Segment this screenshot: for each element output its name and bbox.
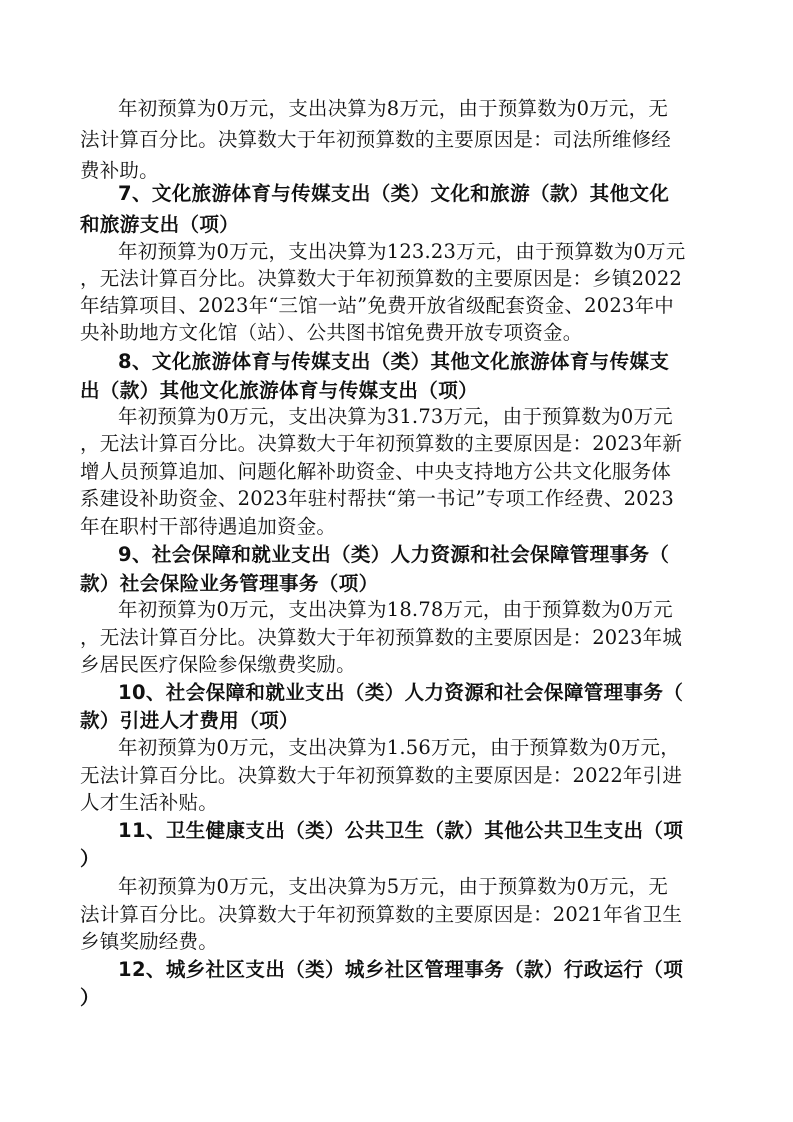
body-line: 无法计算百分比。决算数大于年初预算数的主要原因是：2022年引进 bbox=[80, 764, 683, 787]
section-heading: 9、社会保障和就业支出（类）人力资源和社会保障管理事务（ bbox=[118, 543, 670, 566]
body-line: 法计算百分比。决算数大于年初预算数的主要原因是：2021年省卫生 bbox=[80, 903, 683, 926]
body-line: 年初预算为0万元，支出决算为123.23万元，由于预算数为0万元 bbox=[118, 240, 686, 263]
body-line: 年初预算为0万元，支出决算为31.73万元，由于预算数为0万元 bbox=[118, 405, 673, 428]
section-heading: 10、社会保障和就业支出（类）人力资源和社会保障管理事务（ bbox=[118, 681, 684, 704]
body-line: 人才生活补贴。 bbox=[80, 791, 218, 814]
body-line: 央补助地方文化馆（站）、公共图书馆免费开放专项资金。 bbox=[80, 321, 583, 344]
section-heading: 和旅游支出（项） bbox=[80, 213, 240, 236]
section-heading: 12、城乡社区支出（类）城乡社区管理事务（款）行政运行（项 bbox=[118, 958, 684, 981]
body-line: 年结算项目、2023年“三馆一站”免费开放省级配套资金、2023年中 bbox=[80, 294, 674, 317]
section-heading: 7、文化旅游体育与传媒支出（类）文化和旅游（款）其他文化 bbox=[118, 182, 670, 205]
body-line: 乡镇奖励经费。 bbox=[80, 930, 218, 953]
body-line: 费补助。 bbox=[80, 159, 159, 182]
section-heading: ） bbox=[80, 847, 100, 870]
body-line: ，无法计算百分比。决算数大于年初预算数的主要原因是：乡镇2022 bbox=[80, 267, 683, 290]
body-line: 法计算百分比。决算数大于年初预算数的主要原因是：司法所维修经 bbox=[80, 128, 672, 151]
body-line: 年初预算为0万元，支出决算为5万元，由于预算数为0万元，无 bbox=[118, 875, 669, 898]
body-line: 年初预算为0万元，支出决算为8万元，由于预算数为0万元，无 bbox=[118, 97, 669, 120]
body-line: 系建设补助资金、2023年驻村帮扶“第一书记”专项工作经费、2023 bbox=[80, 487, 674, 510]
body-line: ，无法计算百分比。决算数大于年初预算数的主要原因是：2023年城 bbox=[80, 626, 683, 649]
body-line: 乡居民医疗保险参保缴费奖励。 bbox=[80, 653, 356, 676]
section-heading: ） bbox=[80, 986, 100, 1009]
section-heading: 出（款）其他文化旅游体育与传媒支出（项） bbox=[80, 379, 479, 402]
section-heading: 款）社会保险业务管理事务（项） bbox=[80, 572, 379, 595]
body-line: 年初预算为0万元，支出决算为1.56万元，由于预算数为0万元， bbox=[118, 736, 680, 759]
section-heading: 款）引进人才费用（项） bbox=[80, 709, 299, 732]
section-heading: 8、文化旅游体育与传媒支出（类）其他文化旅游体育与传媒支 bbox=[118, 350, 670, 373]
body-line: 增人员预算追加、问题化解补助资金、中央支持地方公共文化服务体 bbox=[80, 460, 672, 483]
body-line: 年在职村干部待遇追加资金。 bbox=[80, 515, 337, 538]
body-line: 年初预算为0万元，支出决算为18.78万元，由于预算数为0万元 bbox=[118, 598, 673, 621]
section-heading: 11、卫生健康支出（类）公共卫生（款）其他公共卫生支出（项 bbox=[118, 819, 684, 842]
body-line: ，无法计算百分比。决算数大于年初预算数的主要原因是：2023年新 bbox=[80, 432, 683, 455]
